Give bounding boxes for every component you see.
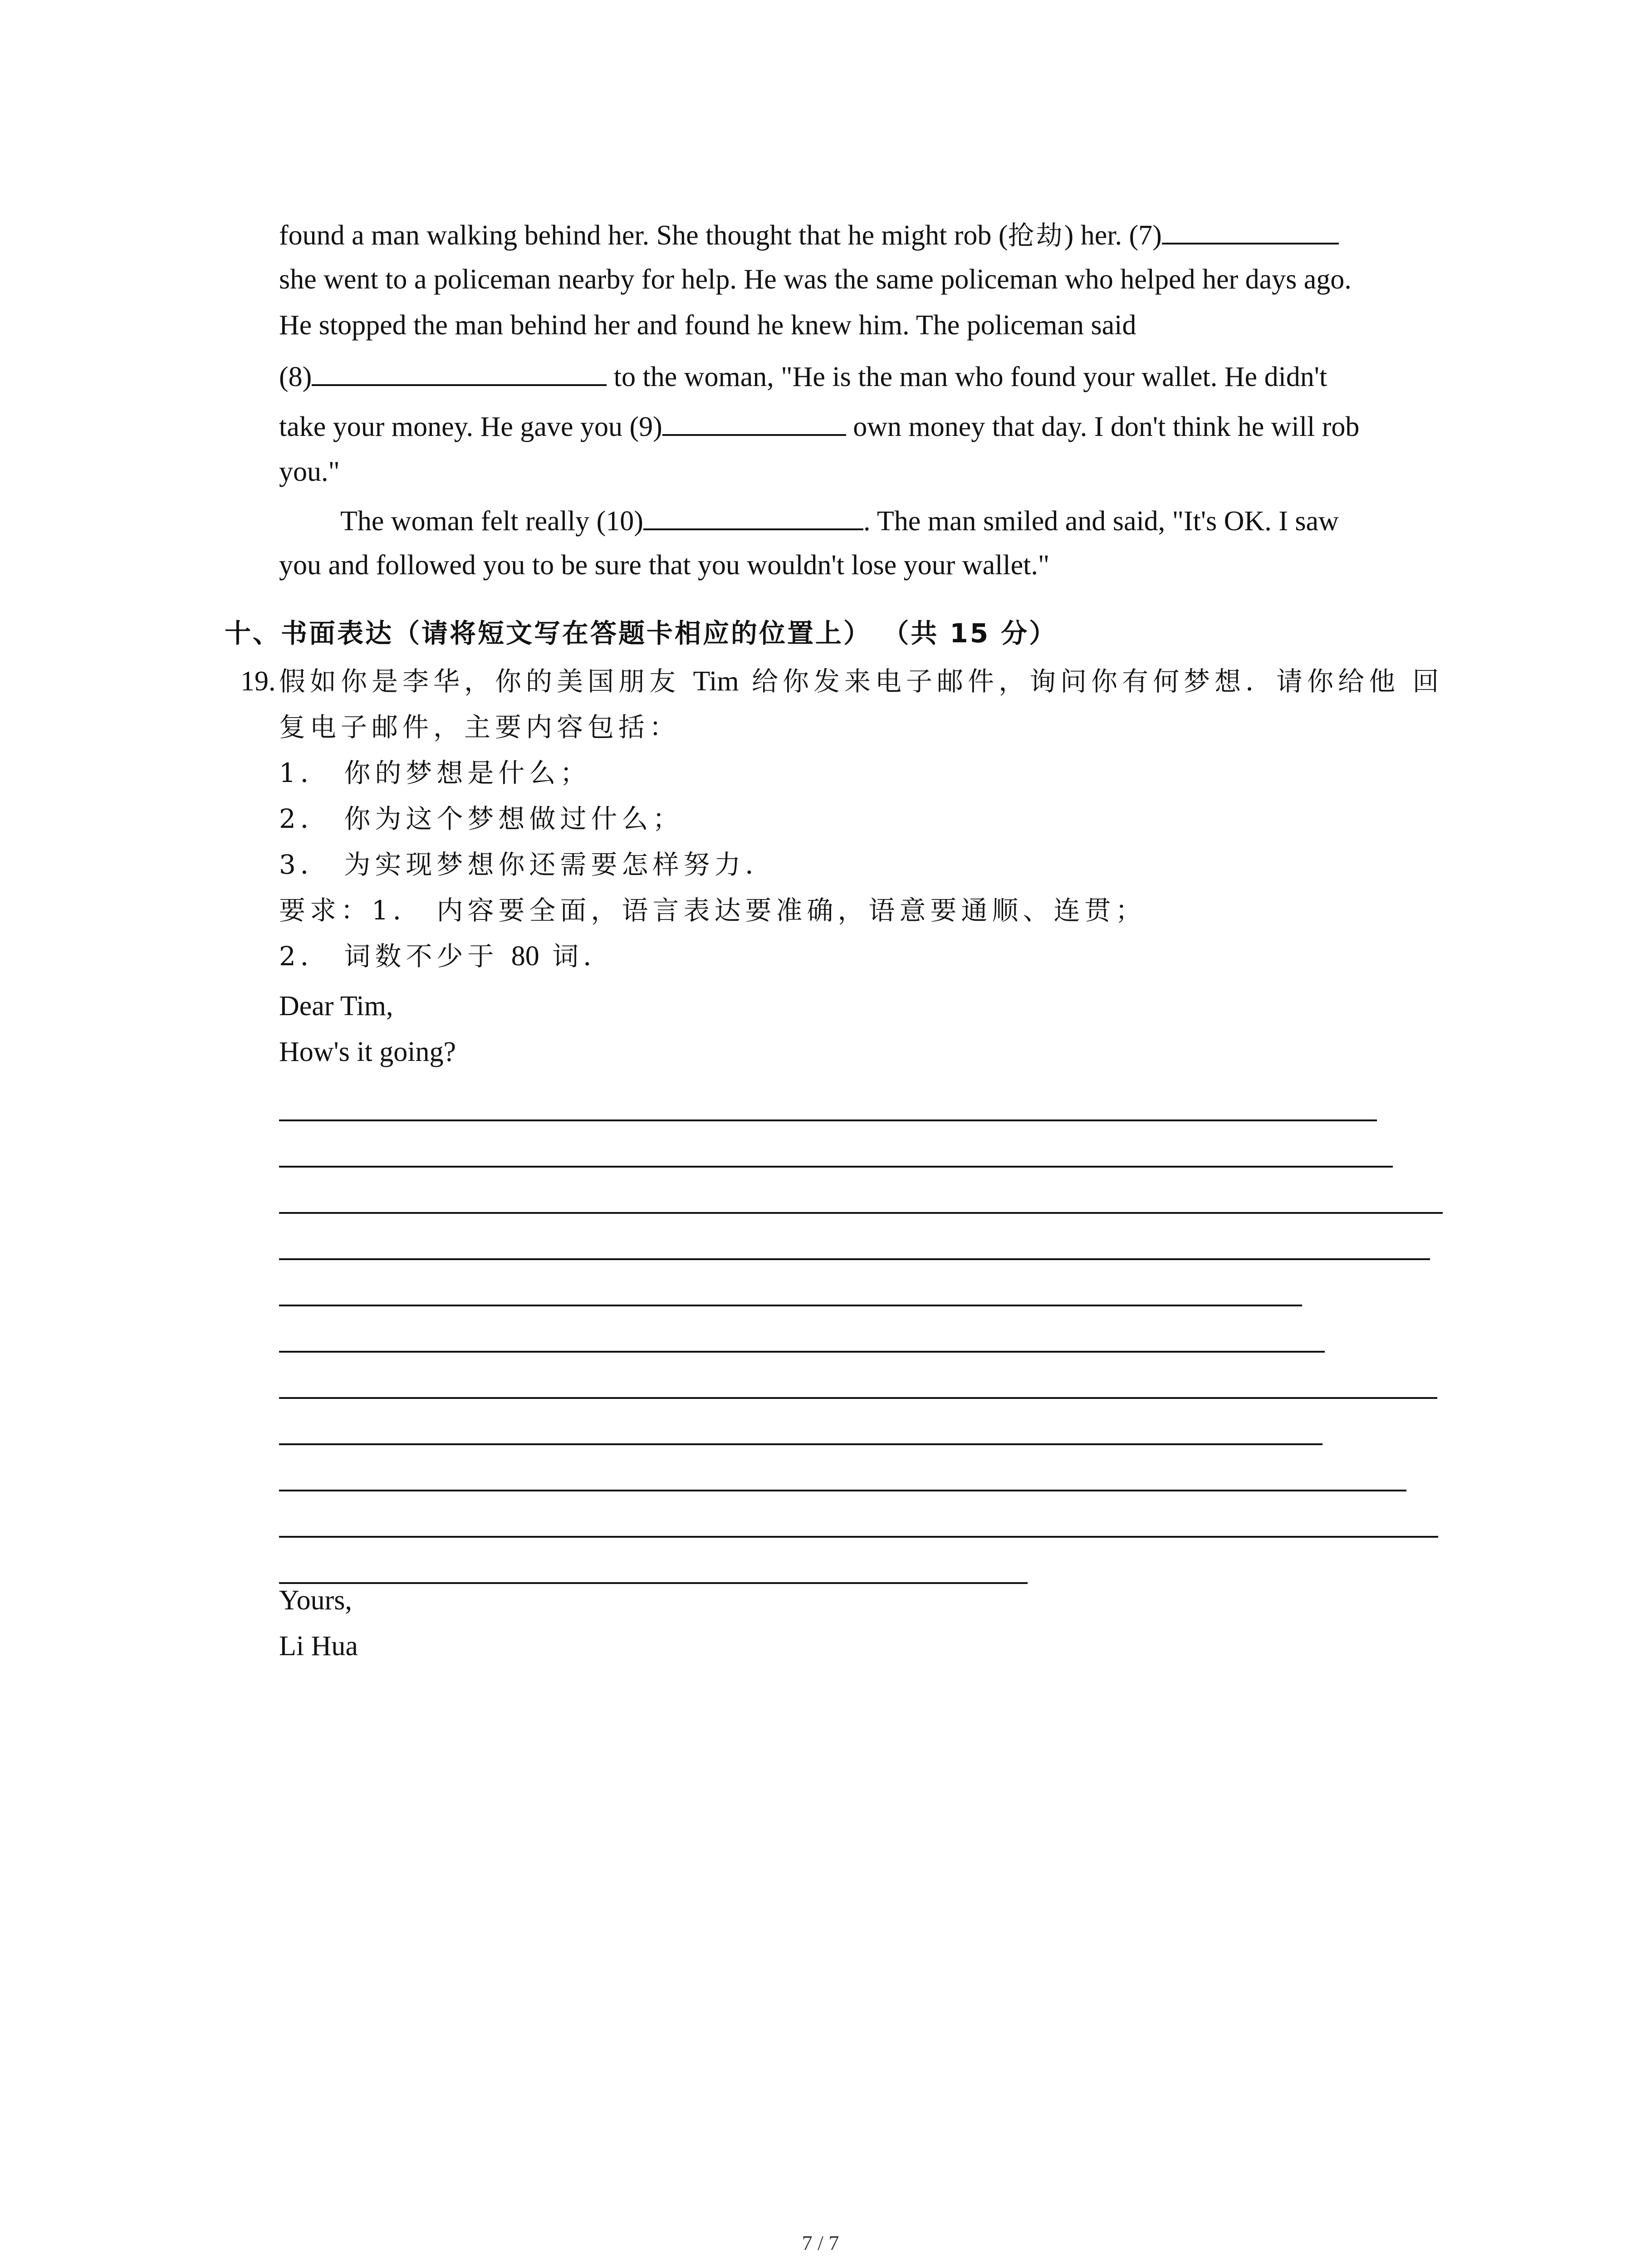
question-requirement-1: 要求：1． 内容要全面，语言表达要准确，语意要通顺、连贯； <box>279 895 1146 926</box>
writing-line[interactable] <box>279 1166 1393 1168</box>
passage-text-cn: 抢劫 <box>1008 220 1064 251</box>
question-requirement-text: 词． <box>539 941 614 972</box>
question-prompt-text: 假如你是李华，你的美国朋友 <box>279 666 693 697</box>
passage-line-4 <box>279 357 1327 395</box>
writing-line[interactable] <box>279 1258 1430 1260</box>
passage-line-8 <box>279 547 1049 583</box>
letter-signature: Li Hua <box>279 1631 358 1662</box>
writing-line[interactable] <box>279 1536 1438 1538</box>
page-number: 7 / 7 <box>802 2231 839 2254</box>
question-number: 19. <box>240 666 276 697</box>
passage-text: found a man walking behind her. She thought that he might rob ( <box>279 220 1008 251</box>
question-prompt-line-1 <box>279 663 1444 699</box>
passage-line-1 <box>279 215 1339 254</box>
answer-blank-9[interactable] <box>662 407 846 436</box>
writing-line[interactable] <box>279 1490 1406 1491</box>
answer-blank-10[interactable] <box>643 501 863 530</box>
passage-text: take your money. He gave you (9) <box>279 411 662 442</box>
answer-blank-7[interactable] <box>1162 215 1339 244</box>
passage-line-2 <box>279 261 1352 298</box>
passage-text: to the woman, "He is the man who found your wallet. He didn't <box>607 362 1327 392</box>
question-requirement-text: 2． 词数不少于 <box>279 941 511 972</box>
writing-line[interactable] <box>279 1351 1325 1353</box>
writing-line[interactable] <box>279 1582 1028 1584</box>
writing-line[interactable] <box>279 1443 1323 1445</box>
writing-line[interactable] <box>279 1397 1437 1399</box>
passage-line-3 <box>279 307 1136 343</box>
answer-blank-8[interactable] <box>312 357 607 386</box>
letter-opening: How's it going? <box>279 1036 456 1067</box>
passage-line-5 <box>279 407 1359 445</box>
passage-text: you." <box>279 456 340 487</box>
question-item-2: 2． 你为这个梦想做过什么； <box>279 803 684 834</box>
passage-text: (8) <box>279 362 312 392</box>
writing-line[interactable] <box>279 1305 1302 1306</box>
passage-text: ) her. (7) <box>1064 220 1162 251</box>
passage-text: you and followed you to be sure that you wouldn't lose your wallet." <box>279 550 1050 581</box>
passage-text: He stopped the man behind her and found he knew him. The policeman said <box>279 310 1136 341</box>
passage-text: she went to a policeman nearby for help. He was the same policeman who helped her days ago. <box>279 264 1352 295</box>
passage-line-6 <box>279 454 340 490</box>
question-item-3: 3． 为实现梦想你还需要怎样努力． <box>279 849 776 880</box>
question-item-1: 1． 你的梦想是什么； <box>279 758 591 788</box>
question-requirement-2 <box>279 938 614 974</box>
writing-line[interactable] <box>279 1212 1443 1214</box>
letter-greeting: Dear Tim, <box>279 991 393 1022</box>
question-prompt-line-2: 复电子邮件，主要内容包括： <box>279 712 681 743</box>
letter-closing: Yours, <box>279 1585 352 1616</box>
passage-text: The woman felt really (10) <box>340 506 643 537</box>
question-requirement-text: 80 <box>511 941 539 972</box>
question-prompt-text: Tim <box>693 666 739 697</box>
writing-line[interactable] <box>279 1119 1377 1121</box>
passage-text: . The man smiled and said, "It's OK. I saw <box>863 506 1339 537</box>
section-title: 十、书面表达（请将短文写在答题卡相应的位置上） （共 15 分） <box>225 618 1058 649</box>
passage-text: own money that day. I don't think he will rob <box>846 411 1360 442</box>
passage-line-7 <box>340 501 1339 539</box>
question-prompt-text: 给你发来电子邮件，询问你有何梦想．请你给他 回 <box>739 666 1444 697</box>
